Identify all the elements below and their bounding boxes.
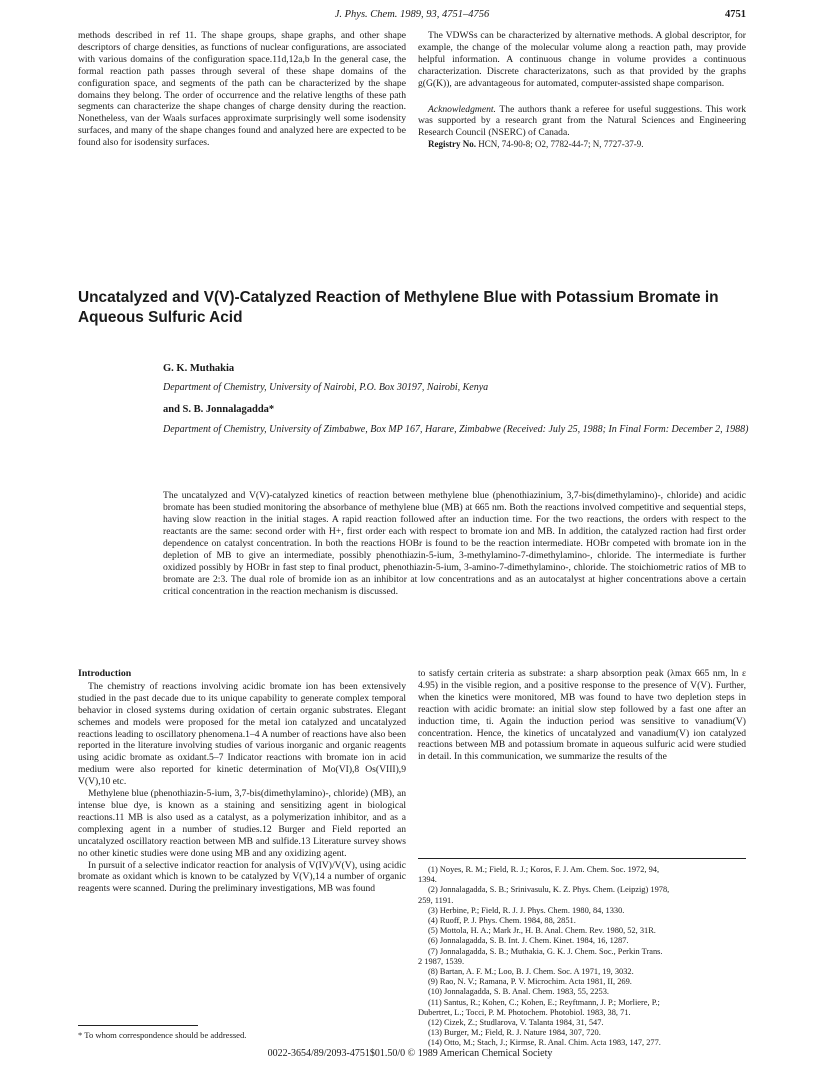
running-header xyxy=(78,9,746,25)
author-2: and S. B. Jonnalagadda* xyxy=(163,404,275,415)
reference-line: (12) Cizek, Z.; Studlarova, V. Talanta 1984, 31, 547. xyxy=(428,1018,604,1028)
footnote-divider xyxy=(78,1025,198,1026)
reference-line: Dubertret, L.; Tocci, P. M. Photochem. Photobiol. 1983, 38, 71. xyxy=(418,1007,631,1017)
reference-line: 259, 1191. xyxy=(418,895,454,905)
reference-line: (9) Rao, N. V.; Ramana, P. V. Microchim. Acta 1981, II, 269. xyxy=(428,977,632,987)
references-divider xyxy=(418,858,746,859)
abstract: The uncatalyzed and V(V)-catalyzed kinetics of reaction between methylene blue (phenothiazinium, 3,7-bis(dimethylamino)-, chloride) and acidic bromate has been studied monitoring the absorbance of methylene blue (MB) at 665 nm. Both the reactions involved competitive and sequential steps, having slow reaction in the initial stages. A rapid reaction followed after an induction time. For the two reactions, the orders with respect to the reactants are the same: second order with H+, first order each with respect to bromate ion and MB. In addition, the catalyzed raction had first order dependence on catalyst concentration. In both the reactions HOBr is found to be the reaction intermediate. HOBr competed with bromate ion in the depletion of MB to give an intermediate, possibly phenothiazin-5-ium, 3-methylamino-7-dimethylamino-, chloride. The intermediate is further oxidized possibly by HOBr in fast step to final product, phenothiazin-5-ium, 3-amino-7-dimethylamino-, chloride. The stoichiometric ratios of MB to bromate are 2:3. The dual role of bromide ion as an inhibitor at low concentrations and as an autocatalyst at higher concentrations above a certain critical concentration in the reaction mechanism is discussed. xyxy=(163,490,746,597)
prev-article-right-text: The VDWSs can be characterized by alternative methods. A global descriptor, for example, the change of the molecular volume along a reaction path, may provide helpful information. A continuous change in volume provides a continuous characterization. Discrete characterizatons, such as that provided by the graphs g(G(K)), are advantageous for automated, computer-assisted shape comparison. xyxy=(418,30,746,89)
article-title: Uncatalyzed and V(V)-Catalyzed Reaction of Methylene Blue with Potassium Bromate in Aqueous Sulfuric Acid xyxy=(78,289,719,326)
reference-line: (6) Jonnalagadda, S. B. Int. J. Chem. Kinet. 1984, 16, 1287. xyxy=(428,936,629,946)
reference-line: (5) Mottola, H. A.; Mark Jr., H. B. Anal. Chem. Rev. 1980, 52, 31R. xyxy=(428,926,656,936)
reference-line: (10) Jonnalagadda, S. B. Anal. Chem. 1983, 55, 2253. xyxy=(428,987,609,997)
intro-right-paragraph: to satisfy certain criteria as substrate: a sharp absorption peak (λmax 665 nm, ln ε 4.95) in the visible region, and a positive response to the presence of V(V). Further, when the kinetics were monitored, MB was found to have two depletion steps in reaction with acidic bromate: an initial slow step followed by a fast one after an induction time, ti. Again the induction period was sensitive to vanadium(V) concentration. Hence, the kinetics of uncatalyzed and vanadium(V) ion catalyzed reactions between MB and potassium bromate in aqueous sulfuric acid were studied in detail. In this communication, we summarize the results of the xyxy=(418,668,746,763)
references-list xyxy=(418,865,748,1049)
affiliation-1: Department of Chemistry, University of Nairobi, P.O. Box 30197, Nairobi, Kenya xyxy=(163,382,489,393)
reference-line: (4) Ruoff, P. J. Phys. Chem. 1984, 88, 2851. xyxy=(428,916,576,926)
introduction-heading: Introduction xyxy=(78,668,132,679)
reference-line: 1394. xyxy=(418,875,437,885)
prev-article-left-column xyxy=(78,30,406,149)
copyright-footer: 0022-3654/89/2093-4751$01.50/0 © 1989 American Chemical Society xyxy=(267,1048,553,1059)
journal-citation: J. Phys. Chem. 1989, 93, 4751–4756 xyxy=(334,9,490,20)
correspondence-footnote: * To whom correspondence should be addressed. xyxy=(78,1030,247,1040)
acknowledgment xyxy=(418,104,746,140)
intro-paragraph-2: Methylene blue (phenothiazin-5-ium, 3,7-bis(dimethylamino)-, chloride) (MB), an intense blue dye, is known as a staining and sensitizing agent in biological reactions.11 MB is also used as a catalyst, as a polymerization inhibitor, and as a complexing agent in a number of studies.12 Burger and Field reported an uncatalyzed oscillatory reaction between MB and sulfide.13 Literature survey shows no other kinetic studies were done using MB and any oxidizing agent. xyxy=(78,788,406,859)
reference-line: (2) Jonnalagadda, S. B.; Srinivasulu, K. Z. Phys. Chem. (Leipzig) 1978, xyxy=(428,885,670,895)
affiliation-2: Department of Chemistry, University of Zimbabwe, Box MP 167, Harare, Zimbabwe (Received: July 25, 1988; In Final Form: December 2, 1988) xyxy=(163,424,749,435)
registry-text: HCN, 74-90-8; O2, 7782-44-7; N, 7727-37-9. xyxy=(478,139,644,150)
reference-line: (14) Otto, M.; Stach, J.; Kirmse, R. Anal. Chim. Acta 1983, 147, 277. xyxy=(428,1038,661,1048)
acknowledgment-text: The authors thank a referee for useful suggestions. This work was supported by a research grant from the Natural Sciences and Engineering Research Council (NSERC) of Canada. xyxy=(418,103,746,139)
page-number: 4751 xyxy=(725,9,746,20)
registry-numbers xyxy=(418,139,746,151)
intro-right-column xyxy=(418,668,746,763)
reference-line: (11) Santus, R.; Kohen, C.; Kohen, E.; Reyftmann, J. P.; Morliere, P.; xyxy=(428,997,660,1007)
intro-paragraph-3: In pursuit of a selective indicator reaction for analysis of V(IV)/V(V), using acidic bromate as oxidant which is known to be catalyzed by V(V),14 a number of organic reagents were scanned. During the preliminary investigations, MB was found xyxy=(78,859,406,895)
author-1: G. K. Muthakia xyxy=(163,363,235,374)
registry-label: Registry No. xyxy=(428,139,476,150)
reference-line: (3) Herbine, P.; Field, R. J. J. Phys. Chem. 1980, 84, 1330. xyxy=(428,905,625,915)
reference-line: (13) Burger, M.; Field, R. J. Nature 1984, 307, 720. xyxy=(428,1028,601,1038)
acknowledgment-label: Acknowledgment. xyxy=(428,103,496,115)
reference-line: (7) Jonnalagadda, S. B.; Muthakia, G. K. J. Chem. Soc., Perkin Trans. xyxy=(428,946,663,956)
intro-left-column xyxy=(78,668,406,895)
prev-article-left-text: methods described in ref 11. The shape groups, shape graphs, and other shape descriptors of charge densities, as functions of nuclear configurations, are associated with various domains of the configuration space.11d,12a,b In the general case, the formal reaction path passes through several of these shape domains of the configuration space, and segments of the path can be characterized by the shape domains they belong. The order of occurrence and the relative lengths of these path segments can characterize the shape changes of charge density during the reaction. Nonetheless, van der Waals surfaces approximate surprisingly well some isodensity surfaces, and many of the shape changes found and analyzed here are expected to be found also for isodensity surfaces. xyxy=(78,30,406,149)
prev-article-right-column xyxy=(418,30,746,151)
reference-line: (1) Noyes, R. M.; Field, R. J.; Koros, F. J. Am. Chem. Soc. 1972, 94, xyxy=(428,865,660,874)
intro-paragraph-1: The chemistry of reactions involving acidic bromate ion has been extensively studied in the past decade due to its unique capability to generate complex temporal behavior in closed systems during oxidation of certain organic substrates. Elegant schemes and models were proposed for the metal ion catalyzed and uncatalyzed reactions leading to oscillatory phenomena.1–4 A number of reactions have also been reported in the literature involving studies of various inorganic and organic reagents using acidic bromate as oxidant.5–7 Indicator reactions with bromate ion in acid medium were also reported for kinetic determination of Mo(VI),8 Os(VIII),9 V(V),10 etc. xyxy=(78,680,406,788)
reference-line: 2 1987, 1539. xyxy=(418,956,465,966)
reference-line: (8) Bartan, A. F. M.; Loo, B. J. Chem. Soc. A 1971, 19, 3032. xyxy=(428,967,634,977)
